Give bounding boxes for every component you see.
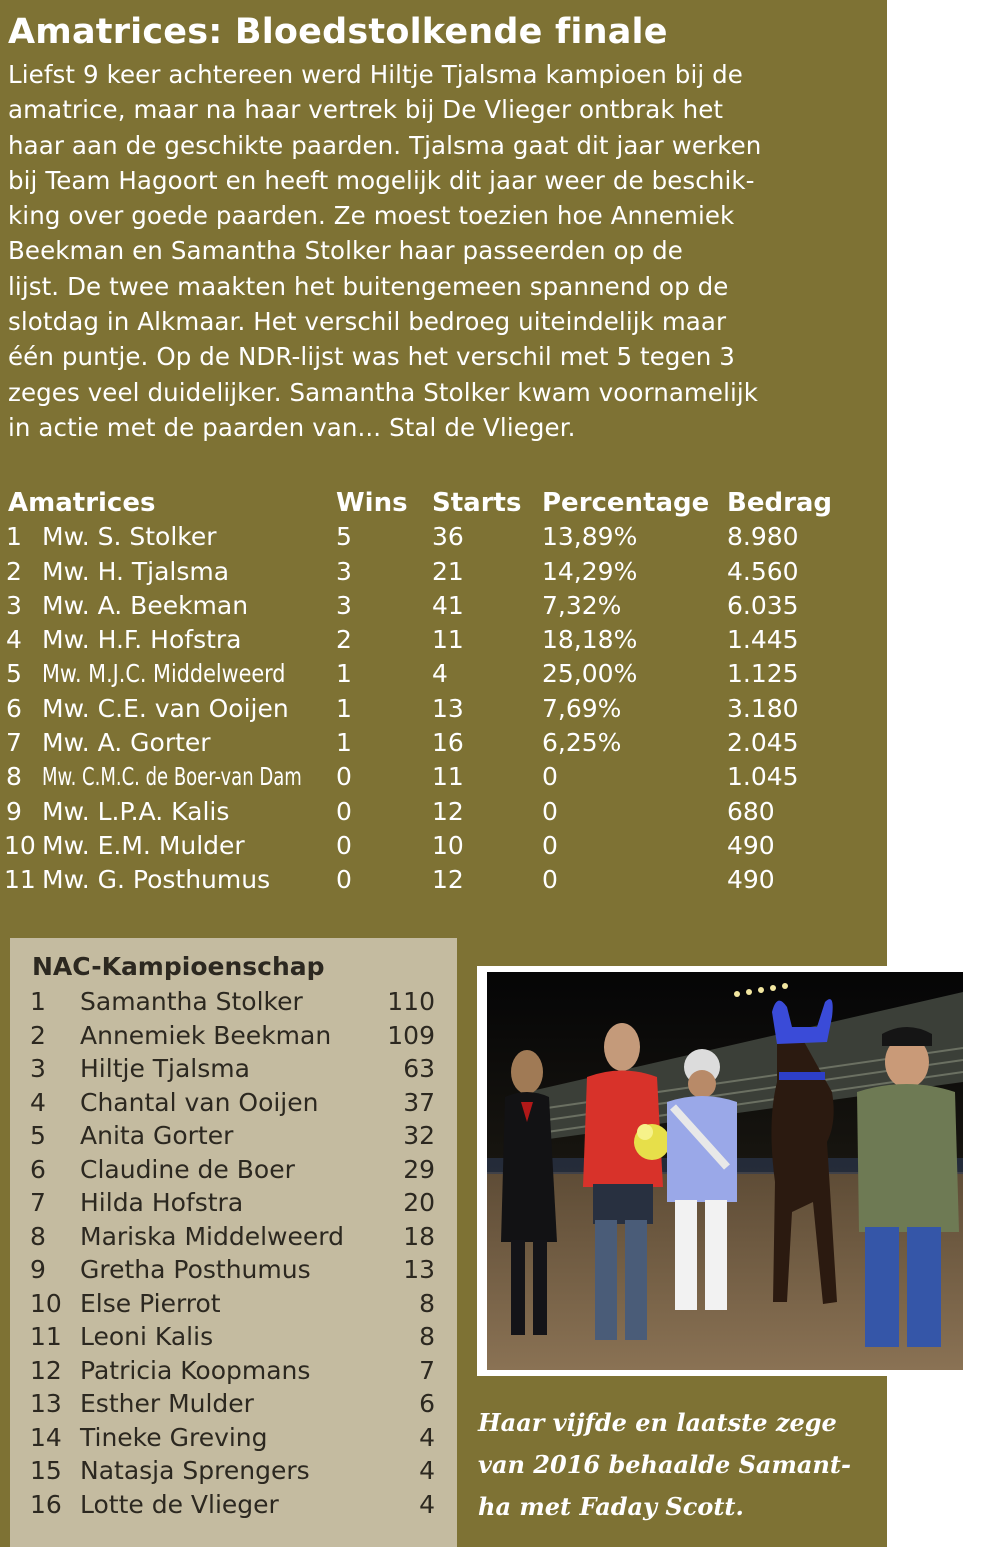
nac-points: 4 — [419, 1422, 435, 1452]
wins-cell: 0 — [336, 830, 352, 860]
nac-name: Samantha Stolker — [80, 987, 303, 1016]
header-percentage: Percentage — [542, 488, 710, 518]
nac-rank: 16 — [30, 1489, 62, 1519]
intro-line: haar aan de geschikte paarden. Tjalsma gaat dit jaar werken — [8, 130, 762, 160]
nac-list — [10, 986, 457, 1522]
caption-line: van 2016 behaalde Samant- — [478, 1450, 851, 1479]
table-row — [0, 589, 880, 623]
rank-cell: 5 — [6, 659, 22, 689]
wins-cell: 5 — [336, 522, 352, 552]
nac-title: NAC-Kampioenschap — [32, 952, 325, 981]
nac-points: 18 — [403, 1221, 435, 1251]
table-row — [0, 623, 880, 657]
starts-cell: 36 — [432, 522, 464, 552]
table-row — [0, 555, 880, 589]
rank-cell: 2 — [6, 556, 22, 586]
caption-line: ha met Faday Scott. — [478, 1492, 744, 1521]
percentage-cell: 25,00% — [542, 659, 638, 689]
rank-cell: 8 — [6, 762, 22, 792]
bedrag-cell: 1.125 — [727, 659, 799, 689]
nac-rank: 14 — [30, 1422, 62, 1452]
nac-points: 6 — [419, 1389, 435, 1418]
nac-points: 13 — [403, 1255, 435, 1284]
table-row — [0, 829, 880, 863]
starts-cell: 12 — [432, 865, 464, 895]
table-row — [0, 657, 880, 691]
article-intro — [8, 57, 883, 445]
intro-line: slotdag in Alkmaar. Het verschil bedroeg uiteindelijk maar — [8, 307, 727, 337]
name-cell: Mw. C.M.C. de Boer-van Dam — [42, 762, 302, 792]
nac-rank: 7 — [30, 1188, 46, 1217]
header-name: Amatrices — [8, 488, 156, 518]
nac-row — [10, 1053, 457, 1087]
article-title: Amatrices: Bloedstolkende finale — [8, 12, 668, 52]
nac-name: Tineke Greving — [80, 1422, 268, 1452]
bedrag-cell: 1.445 — [727, 625, 799, 655]
table-row — [0, 692, 880, 726]
nac-points: 109 — [387, 1020, 435, 1050]
percentage-cell: 0 — [542, 865, 558, 895]
nac-rank: 15 — [30, 1456, 62, 1485]
nac-points: 20 — [403, 1188, 435, 1217]
starts-cell: 10 — [432, 830, 464, 860]
nac-points: 32 — [403, 1121, 435, 1150]
nac-row — [10, 1288, 457, 1322]
wins-cell: 3 — [336, 590, 352, 620]
name-cell: Mw. M.J.C. Middelweerd — [42, 659, 286, 689]
nac-rank: 1 — [30, 987, 46, 1016]
winner-photo — [477, 966, 973, 1376]
percentage-cell: 7,69% — [542, 693, 622, 723]
nac-row — [10, 1187, 457, 1221]
starts-cell: 11 — [432, 625, 464, 655]
table-row — [0, 863, 880, 897]
name-cell: Mw. H. Tjalsma — [42, 556, 230, 586]
nac-row — [10, 1489, 457, 1523]
name-cell: Mw. H.F. Hofstra — [42, 625, 242, 655]
photo-caption — [478, 1402, 878, 1528]
starts-cell: 11 — [432, 762, 464, 792]
percentage-cell: 14,29% — [542, 556, 638, 586]
starts-cell: 21 — [432, 556, 464, 586]
name-cell: Mw. L.P.A. Kalis — [42, 796, 230, 826]
bedrag-cell: 490 — [727, 865, 775, 895]
name-cell: Mw. C.E. van Ooijen — [42, 693, 289, 723]
percentage-cell: 0 — [542, 830, 558, 860]
nac-row — [10, 1321, 457, 1355]
nac-name: Lotte de Vlieger — [80, 1489, 279, 1519]
starts-cell: 41 — [432, 590, 464, 620]
wins-cell: 1 — [336, 728, 352, 758]
nac-name: Natasja Sprengers — [80, 1456, 310, 1485]
wins-cell: 0 — [336, 865, 352, 895]
wins-cell: 1 — [336, 659, 352, 689]
bedrag-cell: 2.045 — [727, 728, 799, 758]
nac-name: Hilda Hofstra — [80, 1188, 244, 1217]
table-row — [0, 760, 880, 794]
nac-rank: 6 — [30, 1154, 46, 1184]
intro-line: zeges veel duidelijker. Samantha Stolker kwam voornamelijk — [8, 377, 759, 407]
name-cell: Mw. G. Posthumus — [42, 865, 271, 895]
nac-row — [10, 1355, 457, 1389]
table-row — [0, 726, 880, 760]
nac-rank: 12 — [30, 1355, 62, 1385]
starts-cell: 12 — [432, 796, 464, 826]
nac-rank: 8 — [30, 1221, 46, 1251]
nac-rank: 3 — [30, 1054, 46, 1083]
nac-row — [10, 986, 457, 1020]
wins-cell: 3 — [336, 556, 352, 586]
nac-rank: 13 — [30, 1389, 62, 1418]
caption-line: Haar vijfde en laatste zege — [478, 1408, 837, 1437]
nac-row — [10, 1422, 457, 1456]
nac-points: 4 — [419, 1456, 435, 1485]
nac-row — [10, 1388, 457, 1422]
intro-line: lijst. De twee maakten het buitengemeen spannend op de — [8, 271, 729, 301]
bedrag-cell: 8.980 — [727, 522, 799, 552]
intro-line: king over goede paarden. Ze moest toezien hoe Annemiek — [8, 201, 735, 231]
percentage-cell: 0 — [542, 796, 558, 826]
nac-points: 37 — [403, 1087, 435, 1117]
header-bedrag: Bedrag — [727, 488, 833, 518]
percentage-cell: 6,25% — [542, 728, 622, 758]
nac-rank: 5 — [30, 1121, 46, 1150]
nac-row — [10, 1455, 457, 1489]
nac-row — [10, 1254, 457, 1288]
nac-points: 7 — [419, 1355, 435, 1385]
percentage-cell: 18,18% — [542, 625, 638, 655]
nac-name: Chantal van Ooijen — [80, 1087, 319, 1117]
starts-cell: 4 — [432, 659, 448, 689]
nac-points: 4 — [419, 1489, 435, 1519]
nac-points: 110 — [387, 987, 435, 1016]
table-row — [0, 520, 880, 554]
nac-name: Anita Gorter — [80, 1121, 234, 1150]
rank-cell: 1 — [6, 522, 22, 552]
nac-rank: 2 — [30, 1020, 46, 1050]
nac-name: Else Pierrot — [80, 1288, 221, 1318]
wins-cell: 0 — [336, 796, 352, 826]
name-cell: Mw. S. Stolker — [42, 522, 217, 552]
wins-cell: 1 — [336, 693, 352, 723]
header-starts: Starts — [432, 488, 522, 518]
nac-name: Hiltje Tjalsma — [80, 1054, 250, 1083]
nac-name: Leoni Kalis — [80, 1322, 214, 1351]
bedrag-cell: 680 — [727, 796, 775, 826]
rank-cell: 10 — [4, 830, 36, 860]
bedrag-cell: 4.560 — [727, 556, 799, 586]
nac-rank: 9 — [30, 1255, 46, 1284]
nac-row — [10, 1120, 457, 1154]
table-header — [0, 486, 880, 520]
name-cell: Mw. E.M. Mulder — [42, 830, 245, 860]
nac-row — [10, 1087, 457, 1121]
rank-cell: 3 — [6, 590, 22, 620]
name-cell: Mw. A. Gorter — [42, 728, 211, 758]
nac-row — [10, 1154, 457, 1188]
nac-rank: 11 — [30, 1322, 62, 1351]
nac-name: Claudine de Boer — [80, 1154, 295, 1184]
table-row — [0, 795, 880, 829]
rank-cell: 6 — [6, 693, 22, 723]
bedrag-cell: 490 — [727, 830, 775, 860]
nac-row — [10, 1020, 457, 1054]
nac-championship-box — [10, 938, 457, 1547]
percentage-cell: 7,32% — [542, 590, 622, 620]
bedrag-cell: 1.045 — [727, 762, 799, 792]
rank-cell: 7 — [6, 728, 22, 758]
nac-rank: 4 — [30, 1087, 46, 1117]
bedrag-cell: 6.035 — [727, 590, 799, 620]
starts-cell: 13 — [432, 693, 464, 723]
intro-line: Beekman en Samantha Stolker haar passeerden op de — [8, 236, 683, 266]
nac-name: Gretha Posthumus — [80, 1255, 311, 1284]
nac-name: Patricia Koopmans — [80, 1355, 311, 1385]
rank-cell: 4 — [6, 625, 22, 655]
intro-line: één puntje. Op de NDR-lijst was het verschil met 5 tegen 3 — [8, 342, 735, 372]
percentage-cell: 0 — [542, 762, 558, 792]
intro-line: bij Team Hagoort en heeft mogelijk dit jaar weer de beschik- — [8, 165, 755, 195]
intro-line: in actie met de paarden van... Stal de Vlieger. — [8, 412, 576, 442]
nac-points: 8 — [419, 1288, 435, 1318]
percentage-cell: 13,89% — [542, 522, 638, 552]
nac-name: Mariska Middelweerd — [80, 1221, 344, 1251]
nac-points: 29 — [403, 1154, 435, 1184]
nac-name: Annemiek Beekman — [80, 1020, 332, 1050]
nac-row — [10, 1221, 457, 1255]
nac-points: 8 — [419, 1322, 435, 1351]
bedrag-cell: 3.180 — [727, 693, 799, 723]
nac-name: Esther Mulder — [80, 1389, 254, 1418]
amatrices-table — [0, 486, 880, 898]
wins-cell: 0 — [336, 762, 352, 792]
starts-cell: 16 — [432, 728, 464, 758]
wins-cell: 2 — [336, 625, 352, 655]
intro-line: amatrice, maar na haar vertrek bij De Vlieger ontbrak het — [8, 95, 724, 125]
header-wins: Wins — [336, 488, 408, 518]
rank-cell: 11 — [4, 865, 36, 895]
intro-line: Liefst 9 keer achtereen werd Hiltje Tjalsma kampioen bij de — [8, 60, 743, 89]
rank-cell: 9 — [6, 796, 22, 826]
winner-photo-illustration — [487, 972, 963, 1370]
nac-rank: 10 — [30, 1288, 62, 1318]
name-cell: Mw. A. Beekman — [42, 590, 249, 620]
nac-points: 63 — [403, 1054, 435, 1083]
